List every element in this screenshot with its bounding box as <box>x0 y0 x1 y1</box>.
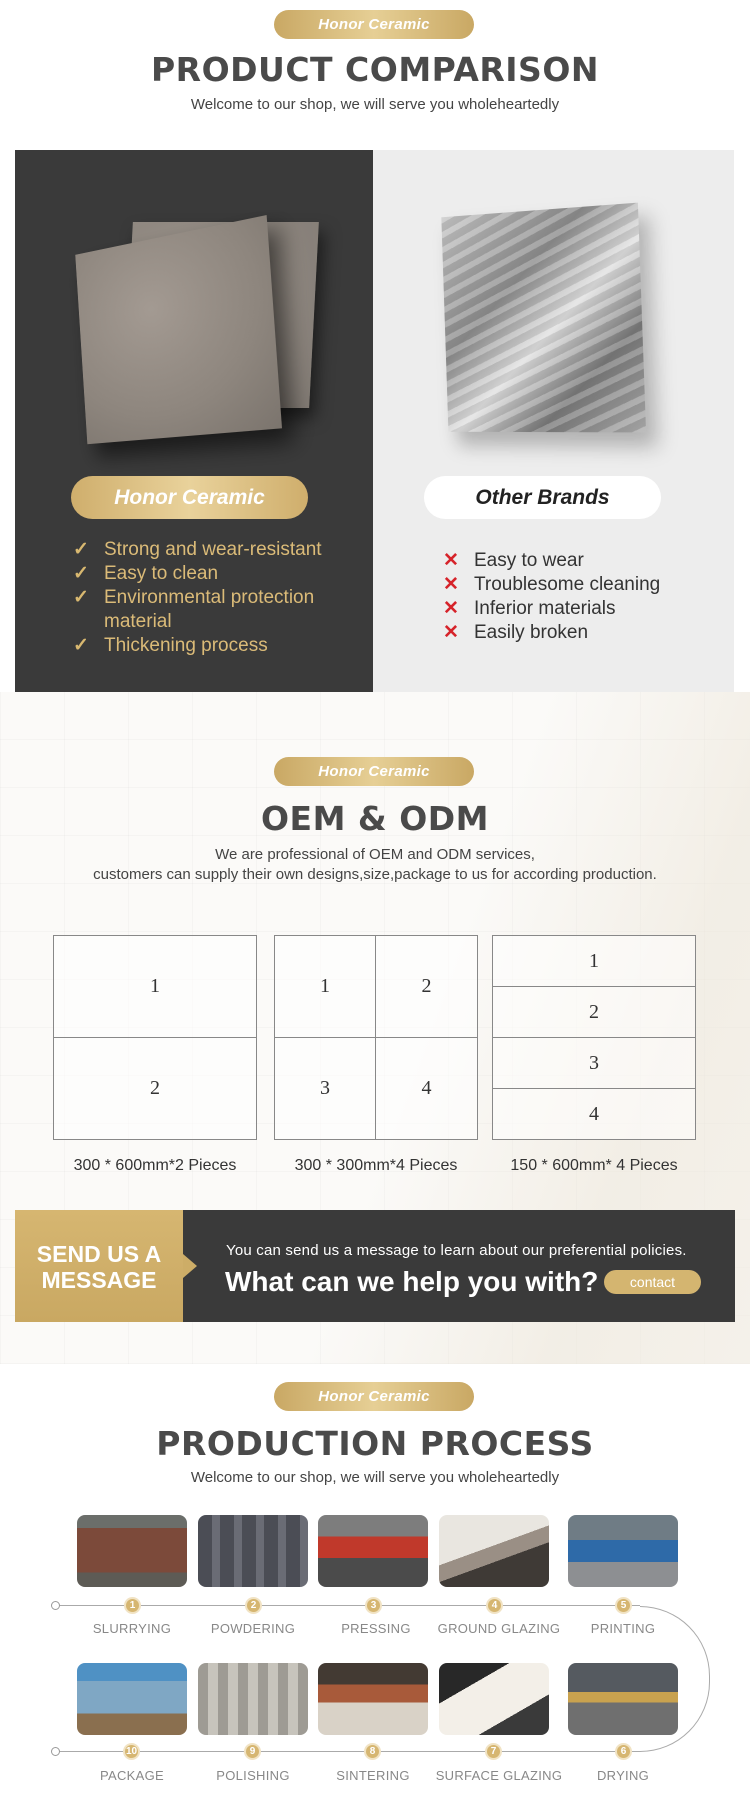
other-tile-image <box>441 203 646 433</box>
list-item <box>443 597 733 621</box>
cross-icon: ✕ <box>443 622 459 643</box>
send-message-text: SEND US A MESSAGE <box>36 1241 162 1293</box>
step-label: DRYING <box>596 1768 650 1783</box>
message-banner <box>183 1210 735 1322</box>
surface-glazing-photo <box>439 1663 549 1735</box>
our-advantages-list <box>73 538 363 658</box>
step-label: PACKAGE <box>100 1768 164 1783</box>
printing-photo <box>568 1515 678 1587</box>
step-number: 8 <box>364 1743 381 1760</box>
step-number: 6 <box>615 1743 632 1760</box>
comparison-subtitle: Welcome to our shop, we will serve you wholeheartedly <box>190 96 560 113</box>
check-icon: ✓ <box>73 635 89 656</box>
oem-line-1: We are professional of OEM and ODM services, <box>215 846 535 863</box>
list-item <box>443 621 733 645</box>
check-icon: ✓ <box>73 539 89 560</box>
list-item <box>443 573 733 597</box>
advantage-text: Easy to clean <box>104 563 219 584</box>
slurrying-photo <box>77 1515 187 1587</box>
other-drawbacks-list <box>443 549 733 645</box>
layout-caption: 300 * 600mm*2 Pieces <box>73 1157 237 1174</box>
process-subtitle: Welcome to our shop, we will serve you wholeheartedly <box>190 1469 560 1486</box>
layout-cell: 3 <box>493 1038 695 1089</box>
layout-2-pieces <box>53 935 257 1140</box>
layout-cell: 1 <box>493 936 695 987</box>
step-number: 1 <box>124 1597 141 1614</box>
pressing-photo <box>318 1515 428 1587</box>
step-label: POLISHING <box>216 1768 290 1783</box>
oem-line-2: customers can supply their own designs,size,package to us for according production. <box>93 866 657 883</box>
drying-photo <box>568 1663 678 1735</box>
step-label: GROUND GLAZING <box>437 1621 561 1636</box>
cross-icon: ✕ <box>443 550 459 571</box>
layout-cell: 2 <box>493 987 695 1038</box>
layout-caption: 150 * 600mm* 4 Pieces <box>510 1157 678 1174</box>
process-title: PRODUCTION PROCESS <box>156 1424 594 1463</box>
banner-arrow <box>183 1254 197 1278</box>
banner-note: You can send us a message to learn about our preferential policies. <box>226 1242 687 1259</box>
list-item <box>73 634 363 658</box>
brand-pill: Honor Ceramic <box>274 757 474 786</box>
process-line <box>56 1605 640 1606</box>
step-number: 3 <box>365 1597 382 1614</box>
powdering-photo <box>198 1515 308 1587</box>
sintering-photo <box>318 1663 428 1735</box>
step-number: 9 <box>244 1743 261 1760</box>
layout-4-squares <box>274 935 478 1140</box>
layout-cell: 3 <box>275 1038 376 1139</box>
other-brand-badge: Other Brands <box>424 476 661 519</box>
advantage-text: Strong and wear-resistant <box>104 539 322 560</box>
layout-cell: 2 <box>150 1077 160 1099</box>
step-label: SURFACE GLAZING <box>435 1768 563 1783</box>
step-label: PRINTING <box>590 1621 656 1636</box>
oem-title: OEM & ODM <box>261 799 489 838</box>
drawback-text: Easily broken <box>474 622 589 643</box>
drawback-text: Inferior materials <box>474 598 616 619</box>
banner-headline: What can we help you with? <box>225 1266 599 1297</box>
list-item <box>73 538 363 562</box>
list-item <box>73 586 363 634</box>
package-photo <box>77 1663 187 1735</box>
step-number: 4 <box>486 1597 503 1614</box>
line-start-dot <box>51 1601 60 1610</box>
our-brand-badge: Honor Ceramic <box>71 476 308 519</box>
our-tile-image <box>75 215 282 444</box>
ground-glazing-photo <box>439 1515 549 1587</box>
list-item <box>443 549 733 573</box>
cross-icon: ✕ <box>443 574 459 595</box>
cross-icon: ✕ <box>443 598 459 619</box>
layout-cell: 1 <box>54 936 256 1038</box>
layout-cell: 4 <box>589 1102 599 1125</box>
brand-pill: Honor Ceramic <box>274 1382 474 1411</box>
comparison-title: PRODUCT COMPARISON <box>151 50 599 89</box>
step-number: 7 <box>485 1743 502 1760</box>
layout-cell: 2 <box>376 936 477 1038</box>
advantage-text: Environmental protection material <box>104 587 315 632</box>
layout-cell: 1 <box>275 936 376 1038</box>
step-label: SINTERING <box>336 1768 410 1783</box>
layout-4-strips <box>492 935 696 1140</box>
drawback-text: Troublesome cleaning <box>474 574 661 595</box>
contact-button[interactable]: contact <box>604 1270 701 1294</box>
advantage-text: Thickening process <box>104 635 268 656</box>
layout-caption: 300 * 300mm*4 Pieces <box>294 1157 458 1174</box>
check-icon: ✓ <box>73 587 89 608</box>
brand-pill: Honor Ceramic <box>274 10 474 39</box>
list-item <box>73 562 363 586</box>
step-number: 2 <box>245 1597 262 1614</box>
send-message-block <box>15 1210 183 1322</box>
step-label: POWDERING <box>210 1621 296 1636</box>
polishing-photo <box>198 1663 308 1735</box>
process-line <box>56 1751 640 1752</box>
step-number: 5 <box>615 1597 632 1614</box>
step-number: 10 <box>123 1743 140 1760</box>
step-label: PRESSING <box>341 1621 411 1636</box>
check-icon: ✓ <box>73 563 89 584</box>
line-start-dot <box>51 1747 60 1756</box>
drawback-text: Easy to wear <box>474 550 584 571</box>
layout-cell: 4 <box>421 1077 432 1099</box>
step-label: SLURRYING <box>92 1621 172 1636</box>
